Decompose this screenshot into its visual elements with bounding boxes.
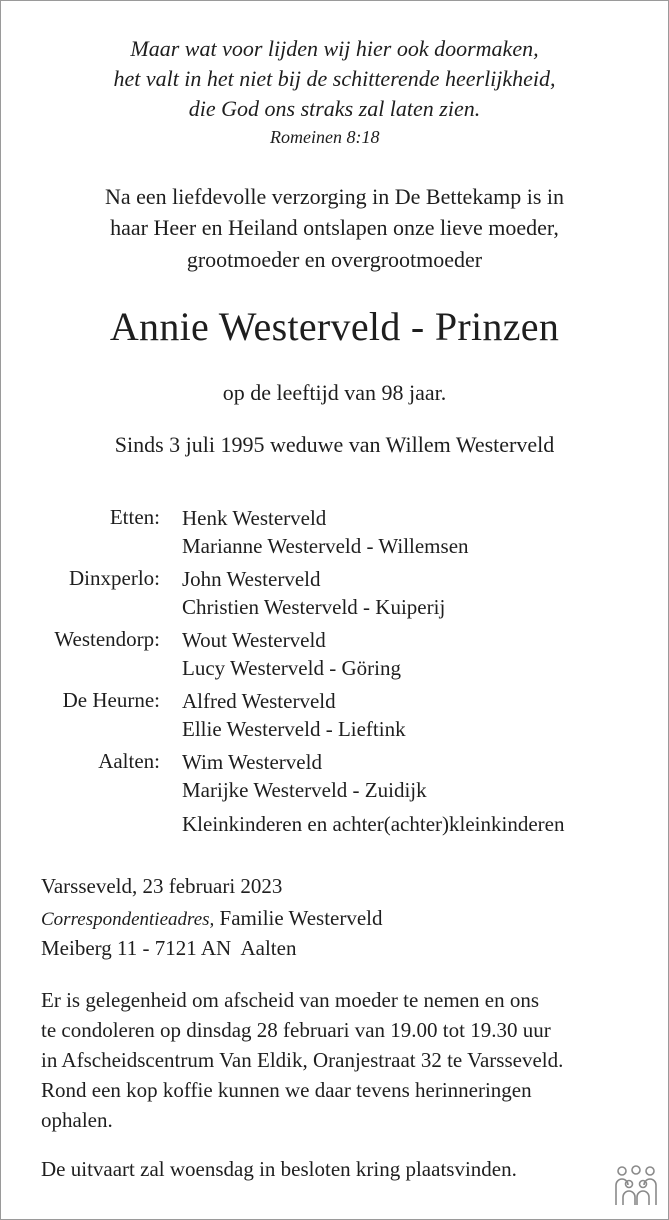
family-place-dinxperlo: Dinxperlo: <box>69 566 160 590</box>
place-date: Varsseveld, 23 februari 2023 <box>41 874 283 898</box>
family-place-westendorp: Westendorp: <box>54 627 160 651</box>
widow-line: Sinds 3 juli 1995 weduwe van Willem Westerveld <box>114 432 555 457</box>
correspondence-name: Familie Westerveld <box>219 906 383 930</box>
family-place-etten: Etten: <box>109 505 160 529</box>
family-name: Marianne Westerveld - Willemsen <box>182 534 469 558</box>
age-line: op de leeftijd van 98 jaar. <box>222 380 447 405</box>
grandchildren-line: Kleinkinderen en achter(achter)kleinkinderen <box>182 812 565 836</box>
correspondence-label: Correspondentieadres, <box>41 909 215 930</box>
correspondence-address: Meiberg 11 - 7121 AN Aalten <box>41 936 297 960</box>
correspondence-line <box>41 906 383 931</box>
intro-line-1: Na een liefdevolle verzorging in De Bettekamp is in <box>104 184 564 209</box>
farewell-line-4: Rond een kop koffie kunnen we daar tevens herinneringen <box>41 1078 532 1102</box>
verse-reference: Romeinen 8:18 <box>270 127 380 147</box>
family-name: Alfred Westerveld <box>182 689 336 713</box>
family-place-de-heurne: De Heurne: <box>62 688 160 712</box>
family-name: Wout Westerveld <box>182 628 326 652</box>
family-place-aalten: Aalten: <box>98 749 160 773</box>
verse-line-2: het valt in het niet bij de schitterende heerlijkheid, <box>113 66 556 91</box>
family-name: John Westerveld <box>182 567 321 591</box>
farewell-line-2: te condoleren op dinsdag 28 februari van 19.00 tot 19.30 uur <box>41 1018 551 1042</box>
intro-line-3: grootmoeder en overgrootmoeder <box>186 247 483 272</box>
verse-line-3: die God ons straks zal laten zien. <box>188 96 481 121</box>
intro-line-2: haar Heer en Heiland ontslapen onze lieve moeder, <box>110 215 559 240</box>
farewell-line-5: ophalen. <box>41 1108 113 1132</box>
family-name: Lucy Westerveld - Göring <box>182 656 401 680</box>
family-name: Marijke Westerveld - Zuidijk <box>182 778 427 802</box>
family-group-icon <box>612 1165 660 1209</box>
farewell-line-3: in Afscheidscentrum Van Eldik, Oranjestraat 32 te Varsseveld. <box>41 1048 564 1072</box>
verse-line-1: Maar wat voor lijden wij hier ook doormaken, <box>130 36 539 61</box>
funeral-line: De uitvaart zal woensdag in besloten kring plaatsvinden. <box>41 1157 517 1181</box>
family-name: Henk Westerveld <box>182 506 327 530</box>
deceased-name: Annie Westerveld - Prinzen <box>109 304 560 349</box>
family-name: Wim Westerveld <box>182 750 322 774</box>
family-name: Christien Westerveld - Kuiperij <box>182 595 446 619</box>
family-name: Ellie Westerveld - Lieftink <box>182 717 406 741</box>
farewell-line-1: Er is gelegenheid om afscheid van moeder te nemen en ons <box>41 988 539 1012</box>
